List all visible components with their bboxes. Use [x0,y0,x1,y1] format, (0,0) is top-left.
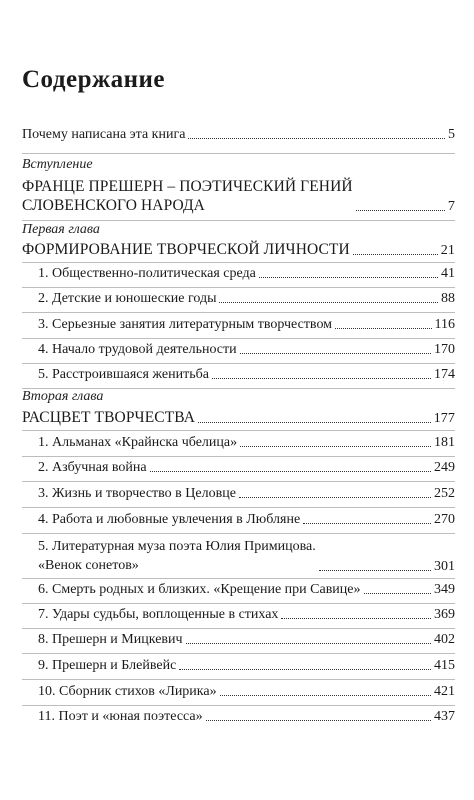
divider [22,628,455,629]
toc-entry-chapter2[interactable] [22,409,455,427]
dot-leader [188,138,445,139]
divider [22,262,455,263]
dot-leader [356,210,445,211]
toc-entry-label: 8. Прешерн и Мицкевич [38,632,183,647]
toc-entry-introduction[interactable] [22,177,455,215]
divider [22,456,455,457]
dot-leader [364,593,431,594]
dot-leader [303,523,431,524]
toc-entry-page: 174 [434,367,455,382]
divider [22,430,455,431]
chapter-label: Первая глава [22,222,100,237]
toc-entry-label [38,537,316,575]
dot-leader [239,497,431,498]
dot-leader [150,471,431,472]
toc-entry[interactable] [38,658,455,674]
toc-entry-page: 181 [434,435,455,450]
toc-entry-label-line2: СЛОВЕНСКОГО НАРОДА [22,197,205,214]
divider [22,481,455,482]
divider [22,220,455,221]
toc-entry-page: 116 [434,317,455,332]
toc-entry[interactable] [38,435,455,451]
toc-entry[interactable] [38,709,455,725]
dot-leader [259,277,438,278]
dot-leader [220,695,431,696]
toc-entry-label: Почему написана эта книга [22,127,186,142]
toc-entry-page: 177 [433,411,455,426]
toc-entry-label: 1. Альманах «Крайнска чбелица» [38,435,238,450]
toc-entry[interactable] [38,317,455,333]
chapter-label: Вторая глава [22,389,104,404]
toc-entry[interactable] [38,266,455,282]
divider [22,338,455,339]
divider [22,312,455,313]
dot-leader [335,328,431,329]
toc-entry[interactable] [38,607,455,623]
toc-entry-label-line1: 5. Литературная муза поэта Юлия Примицова. [38,539,316,554]
toc-entry-page: 41 [441,266,455,281]
dot-leader [281,618,431,619]
toc-entry-page: 88 [441,291,455,306]
toc-entry-label-line2: «Венок сонетов» [38,558,139,573]
toc-entry[interactable] [38,582,455,598]
toc-entry-intro[interactable] [22,127,455,143]
toc-entry-label: 6. Смерть родных и близких. «Крещение при Савице» [38,582,361,597]
dot-leader [353,254,438,255]
toc-entry-label [22,177,353,215]
toc-entry-page: 402 [434,632,455,647]
divider [22,153,455,154]
toc-entry-page: 5 [448,127,455,142]
toc-entry-page: 301 [434,559,455,574]
chapter-label: Вступление [22,157,93,172]
toc-entry[interactable] [38,684,455,700]
toc-entry[interactable] [38,367,455,383]
toc-entry-page: 369 [434,607,455,622]
dot-leader [219,302,438,303]
toc-entry-label: 4. Начало трудовой деятельности [38,342,237,357]
divider [22,287,455,288]
toc-entry[interactable] [38,537,455,575]
toc-entry[interactable] [38,512,455,528]
toc-entry-label: 2. Азбучная война [38,460,147,475]
divider [22,653,455,654]
toc-entry-label: 3. Жизнь и творчество в Целовце [38,486,236,501]
toc-entry-label: 4. Работа и любовные увлечения в Любляне [38,512,301,527]
toc-entry-page: 170 [434,342,455,357]
toc-entry-label: 11. Поэт и «юная поэтесса» [38,709,203,724]
toc-entry-page: 415 [434,658,455,673]
divider [22,705,455,706]
toc-entry-chapter1[interactable] [22,241,455,259]
dot-leader [319,570,431,571]
divider [22,363,455,364]
toc-entry-label: 10. Сборник стихов «Лирика» [38,684,217,699]
toc-entry-page: 249 [434,460,455,475]
divider [22,679,455,680]
toc-entry-page: 270 [434,512,455,527]
dot-leader [212,378,431,379]
toc-entry-label: 2. Детские и юношеские годы [38,291,217,306]
toc-entry[interactable] [38,632,455,648]
dot-leader [206,720,431,721]
toc-entry-page: 252 [434,486,455,501]
dot-leader [240,353,431,354]
toc-entry[interactable] [38,486,455,502]
dot-leader [179,669,431,670]
toc-entry-page: 421 [434,684,455,699]
divider [22,578,455,579]
toc-entry[interactable] [38,342,455,358]
toc-entry-page: 437 [434,709,455,724]
divider [22,507,455,508]
dot-leader [240,446,431,447]
dot-leader [198,422,431,423]
divider [22,533,455,534]
toc-entry-label: 5. Расстроившаяся женитьба [38,367,209,382]
page-title: Содержание [22,66,166,93]
toc-entry-label: РАСЦВЕТ ТВОРЧЕСТВА [22,409,196,426]
toc-entry-label: 7. Удары судьбы, воплощенные в стихах [38,607,279,622]
toc-entry-label-line1: ФРАНЦЕ ПРЕШЕРН – ПОЭТИЧЕСКИЙ ГЕНИЙ [22,178,353,195]
toc-entry[interactable] [38,291,455,307]
toc-entry-page: 7 [447,199,455,214]
toc-entry-label: 1. Общественно-политическая среда [38,266,256,281]
dot-leader [186,643,431,644]
toc-entry-label: ФОРМИРОВАНИЕ ТВОРЧЕСКОЙ ЛИЧНОСТИ [22,241,350,258]
toc-entry-label: 9. Прешерн и Блейвейс [38,658,177,673]
toc-entry-page: 21 [440,243,455,258]
toc-entry[interactable] [38,460,455,476]
toc-entry-label: 3. Серьезные занятия литературным творчеством [38,317,333,332]
divider [22,603,455,604]
toc-entry-page: 349 [434,582,455,597]
